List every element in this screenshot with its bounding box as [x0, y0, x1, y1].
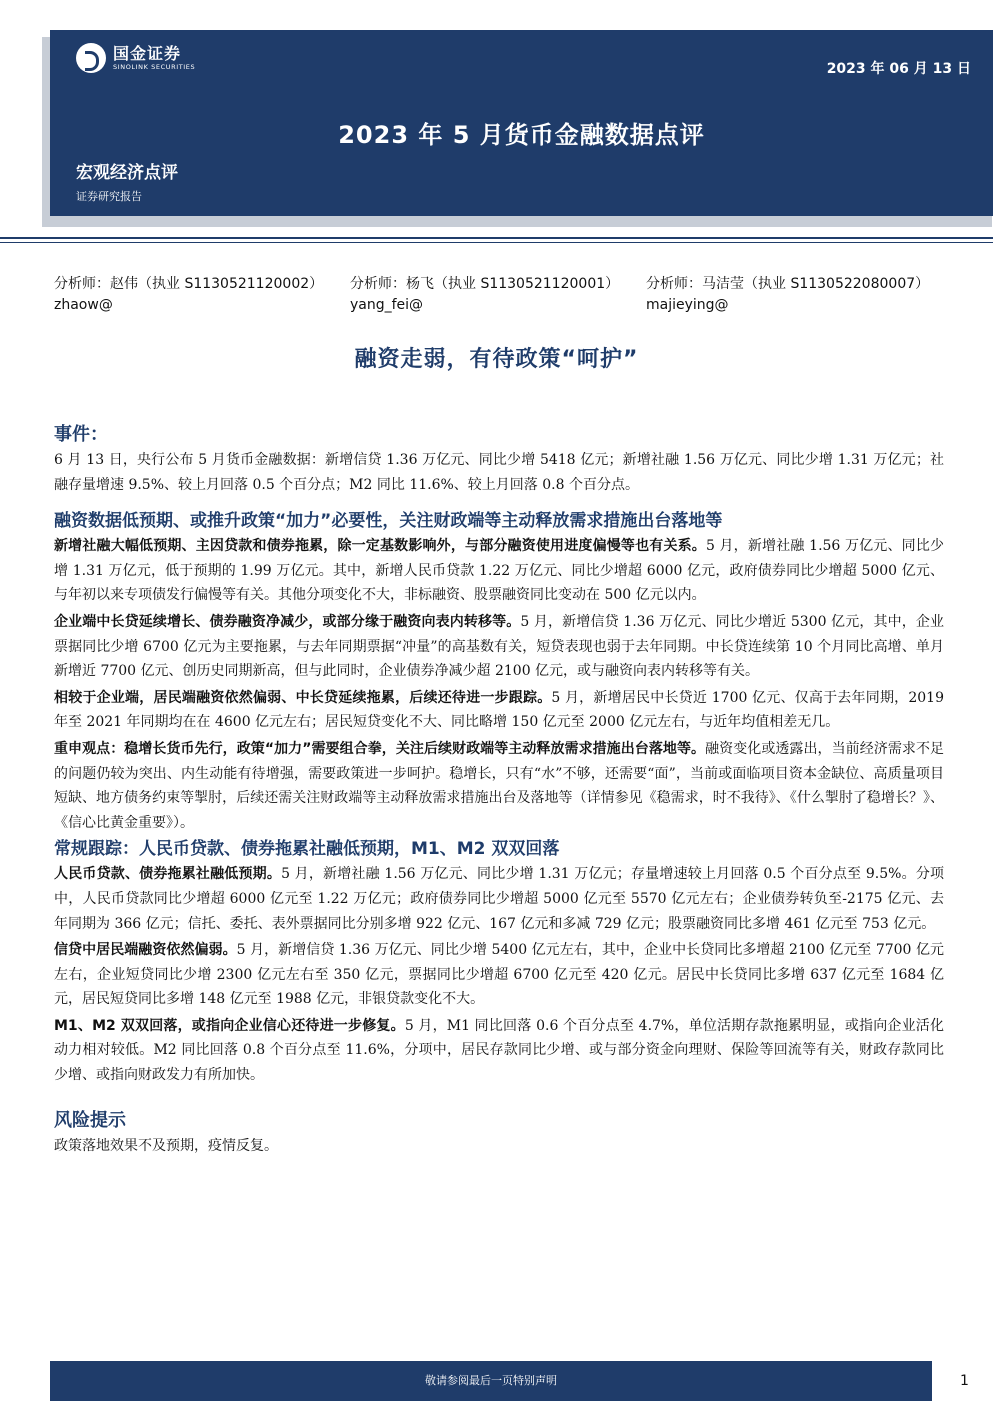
section-2-paragraph-2: [54, 938, 944, 1012]
logo-en-text: SINOLINK SECURITIES: [113, 62, 196, 71]
divider-thick: [0, 237, 993, 239]
analyst-list: [54, 274, 944, 316]
analyst-3: [646, 274, 929, 316]
report-title: 2023 年 5 月货币金融数据点评: [338, 121, 705, 149]
section-1-p2-text: 5 月，新增信贷 1.36 万亿元、同比少增近 5300 亿元，其中，企业票据同比少增 6700 亿元为主要拖累，与去年同期票据“冲量”的高基数有关，短贷表现也弱于去年同期。中长贷连续第 10 个月同比高增、单月新增近 7700 亿元、创历史同期新高，但与此同时，企业债券净减少超 2100 亿元，或与融资向表内转移等有关。: [54, 613, 944, 680]
analyst-2: [350, 274, 646, 316]
section-1-paragraph-3: [54, 686, 944, 735]
sinolink-logo-icon: [76, 43, 106, 73]
section-1-p1-lead: 新增社融大幅低预期、主因贷款和债券拖累，除一定基数影响外，与部分融资使用进度偏慢等也有关系。: [54, 538, 706, 555]
report-headline: 融资走弱，有待政策“呵护”: [354, 347, 639, 372]
report-body: [54, 422, 944, 1160]
risk-text: 政策落地效果不及预期，疫情反复。: [54, 1137, 278, 1154]
section-2-p3-lead: M1、M2 双双回落，或指向企业信心还待进一步修复。: [54, 1017, 405, 1034]
page-number: 1: [960, 1373, 969, 1389]
section-1-p1-text: 5 月，新增社融 1.56 万亿元、同比少增 1.31 万亿元，低于预期的 1.99 万亿元。其中，新增人民币贷款 1.22 万亿元、同比少增超 6000 亿元，政府债券同比少增超 5000 亿元、与年初以来专项债发行偏慢等有关。其他分项变化不大，非标融资、股票融资同比变动在 500 亿元以内。: [54, 538, 944, 604]
section-2-paragraph-1: [54, 862, 944, 936]
report-header: [50, 30, 993, 216]
section-2-p2-lead: 信贷中居民端融资依然偏弱。: [54, 942, 237, 959]
analyst-3-email: majieying@: [646, 297, 729, 313]
section-2-p2-text: 5 月，新增信贷 1.36 万亿元、同比少增 5400 亿元左右，其中，企业中长贷同比多增超 2100 亿元至 7700 亿元左右，企业短贷同比少增 2300 亿元左右至 350 亿元，票据同比少增超 6700 亿元至 420 亿元。居民中长贷同比多增 637 亿元至 1684 亿元，居民短贷同比多增 148 亿元至 1988 亿元，非银贷款变化不大。: [54, 942, 945, 1008]
section-1-p3-text: 5 月，新增居民中长贷近 1700 亿元、仅高于去年同期，2019 年至 2021 年同期均在在 4600 亿元左右；居民短贷变化不大、同比略增 150 亿元至 2000 亿元左右，与近年均值相差无几。: [54, 689, 944, 731]
analyst-2-email: yang_fei@: [350, 297, 424, 313]
section-2-p3-text: 5 月，M1 同比回落 0.6 个百分点至 4.7%，单位活期存款拖累明显，或指向企业活化动力相对较低。M2 同比回落 0.8 个百分点至 11.6%，分项中，居民存款同比少增、或与部分资金向理财、保险等回流等有关，财政存款同比少增、或指向财政发力有所加快。: [54, 1017, 945, 1084]
analyst-1-email: zhaow@: [54, 297, 113, 313]
analyst-1-name: 分析师：赵伟（执业 S1130521120002）: [54, 276, 324, 292]
report-subcategory: 证券研究报告: [76, 190, 142, 203]
company-logo: [76, 43, 195, 73]
section-1-paragraph-1: [54, 534, 944, 608]
report-date: 2023 年 06 月 13 日: [826, 61, 971, 77]
section-1-p3-lead: 相较于企业端，居民端融资依然偏弱、中长贷延续拖累，后续还待进一步跟踪。: [54, 689, 552, 706]
section-1-paragraph-2: [54, 610, 944, 684]
analyst-2-name: 分析师：杨飞（执业 S1130521120001）: [350, 276, 620, 292]
divider-thin: [0, 242, 993, 243]
section-event-title: 事件：: [54, 424, 108, 445]
logo-cn-text: 国金证券: [113, 43, 182, 63]
analyst-3-name: 分析师：马洁莹（执业 S1130522080007）: [646, 276, 930, 292]
report-category: 宏观经济点评: [76, 163, 178, 183]
footer-disclaimer: 敬请参阅最后一页特别声明: [50, 1361, 932, 1401]
risk-title: 风险提示: [54, 1109, 126, 1131]
section-1-paragraph-4: [54, 737, 944, 835]
section-2-paragraph-3: [54, 1014, 944, 1088]
section-event-text: 6 月 13 日，央行公布 5 月货币金融数据：新增信贷 1.36 万亿元、同比少增 5418 亿元；新增社融 1.56 万亿元、同比少增 1.31 万亿元；社融存量增速 9.5%、较上月回落 0.5 个百分点；M2 同比 11.6%、较上月回落 0.8 个百分点。: [54, 452, 944, 493]
section-1-p2-lead: 企业端中长贷延续增长、债券融资净减少，或部分缘于融资向表内转移等。: [54, 613, 521, 630]
analyst-1: [54, 274, 350, 316]
section-1-p4-text: 融资变化或透露出，当前经济需求不足的问题仍较为突出、内生动能有待增强，需要政策进一步呵护。稳增长，只有“水”不够，还需要“面”，当前或面临项目资本金缺位、高质量项目短缺、地方债务约束等掣肘，后续还需关注财政端等主动释放需求措施出台及落地等（详情参见《稳需求，时不我待》、《什么掣肘了稳增长？》、《信心比黄金重要》）。: [54, 740, 945, 831]
section-2-p1-text: 5 月，新增社融 1.56 万亿元、同比少增 1.31 万亿元；存量增速较上月回落 0.5 个百分点至 9.5%。分项中，人民币贷款同比少增超 6000 亿元至 1.22 万亿元；政府债券同比少增超 5000 亿元至 5570 亿元左右；企业债券转负至-2175 亿元、去年同期为 366 亿元；信托、委托、表外票据同比分别多增 922 亿元、167 亿元和多减 729 亿元；股票融资同比多增 461 亿元至 753 亿元。: [54, 866, 945, 932]
section-1-title: 融资数据低预期、或推升政策“加力”必要性，关注财政端等主动释放需求措施出台落地等: [54, 511, 723, 532]
section-2-p1-lead: 人民币贷款、债券拖累社融低预期。: [54, 866, 282, 883]
section-2-title: 常规跟踪：人民币贷款、债券拖累社融低预期，M1、M2 双双回落: [54, 839, 560, 860]
section-1-p4-lead: 重申观点：稳增长货币先行，政策“加力”需要组合拳，关注后续财政端等主动释放需求措施出台落地等。: [54, 740, 706, 757]
